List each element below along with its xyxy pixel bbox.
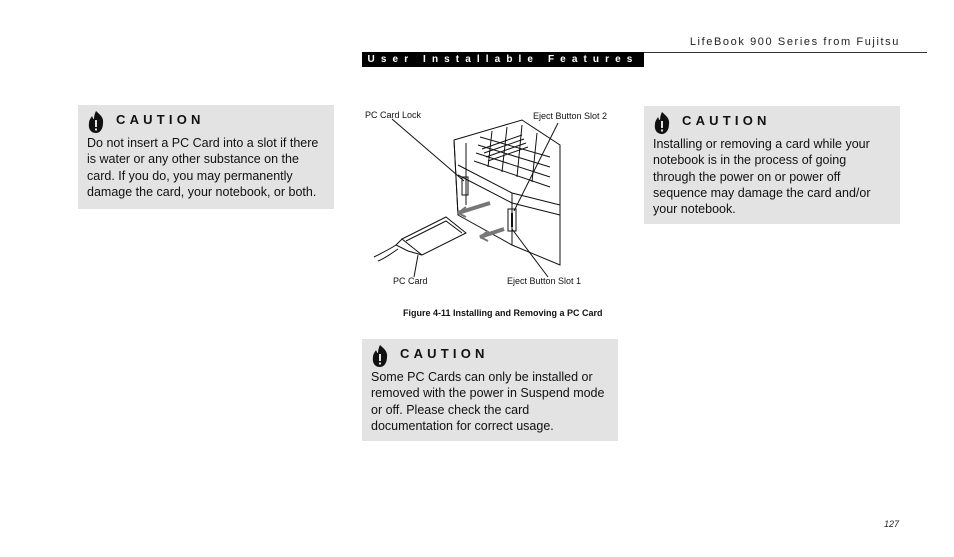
flame-hand-warning-icon [370, 344, 390, 368]
label-eject-button-slot-2: Eject Button Slot 2 [533, 111, 608, 121]
page-number: 127 [884, 519, 900, 529]
section-title-bar: User Installable Features [362, 52, 644, 67]
pc-card-illustration [362, 105, 624, 305]
pc-card-figure [362, 105, 624, 305]
caution-title: CAUTION [682, 113, 771, 128]
caution-box-2 [644, 106, 900, 224]
label-pc-card-lock: PC Card Lock [365, 110, 422, 120]
caution-box-3 [362, 339, 618, 441]
caution-box-1 [78, 105, 334, 209]
figure-caption: Figure 4-11 Installing and Removing a PC Card [403, 308, 603, 318]
caution-title: CAUTION [116, 112, 205, 127]
flame-hand-warning-icon [86, 110, 106, 134]
flame-hand-warning-icon [652, 111, 672, 135]
caution-text: Installing or removing a card while your notebook is in the process of going through the power on or power off sequence may damage the card and/or your notebook. [653, 137, 871, 217]
running-header-title: LifeBook 900 Series from Fujitsu [689, 36, 900, 48]
caution-title: CAUTION [400, 346, 489, 361]
label-eject-button-slot-1: Eject Button Slot 1 [507, 276, 582, 286]
caution-text: Do not insert a PC Card into a slot if there is water or any other substance on the card. If you do, you may permanently damage the card, your notebook, or both. [87, 136, 319, 199]
caution-text: Some PC Cards can only be installed or removed with the power in Suspend mode or off. Please check the card documentation for correct usage. [371, 370, 605, 433]
label-pc-card: PC Card [393, 276, 428, 286]
header-rule [644, 52, 927, 53]
